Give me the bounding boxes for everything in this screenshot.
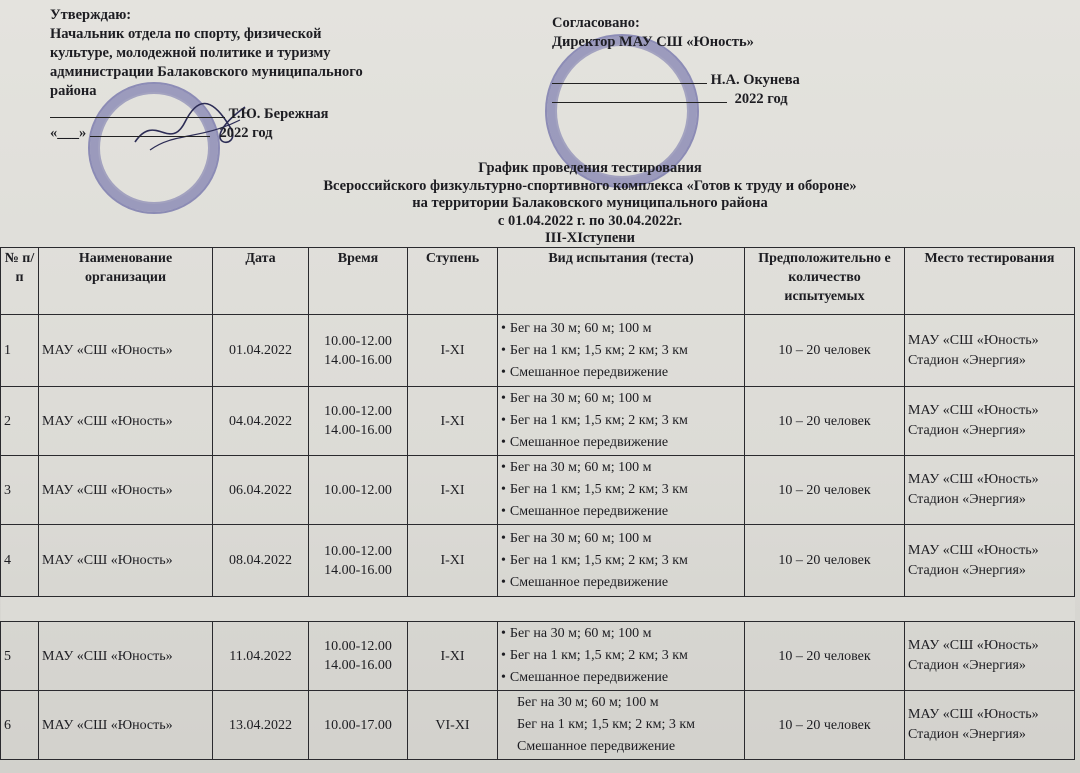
schedule-table: [0, 247, 1075, 760]
cell-count: 10 – 20 человек: [745, 525, 905, 597]
time-slot: 10.00-12.00: [324, 543, 392, 559]
header-num: № п/п: [1, 248, 39, 315]
cell-count: 10 – 20 человек: [745, 622, 905, 691]
test-item: • Смешанное передвижение: [501, 432, 741, 454]
place-line: Стадион «Энергия»: [908, 492, 1026, 507]
cell-org: МАУ «СШ «Юность»: [39, 691, 213, 760]
table-row: [1, 691, 1075, 760]
cell-date: 08.04.2022: [213, 525, 309, 597]
approval-line: культуре, молодежной политике и туризму: [50, 45, 331, 61]
test-item: • Бег на 1 км; 1,5 км; 2 км; 3 км: [501, 550, 741, 572]
cell-org: МАУ «СШ «Юность»: [39, 456, 213, 525]
agreement-heading: Согласовано:: [552, 15, 640, 31]
place-line: Стадион «Энергия»: [908, 562, 1026, 578]
cell-test: [498, 691, 745, 760]
signature-line: [552, 83, 707, 84]
cell-stage: VI-XI: [408, 691, 498, 760]
test-item: • Смешанное передвижение: [501, 501, 741, 523]
time-slot: 14.00-16.00: [324, 423, 392, 438]
cell-place: [905, 525, 1075, 597]
date-line: [90, 136, 210, 137]
test-item: • Бег на 30 м; 60 м; 100 м: [501, 623, 741, 645]
test-item: • Смешанное передвижение: [501, 572, 741, 594]
time-slot: 10.00-12.00: [324, 482, 392, 498]
time-slot: 14.00-16.00: [324, 562, 392, 578]
cell-test: [498, 622, 745, 691]
cell-test: [498, 456, 745, 525]
cell-stage: I-XI: [408, 456, 498, 525]
cell-time: [309, 622, 408, 691]
place-line: МАУ «СШ «Юность»: [908, 472, 1039, 487]
time-slot: 14.00-16.00: [324, 658, 392, 673]
table-row: [1, 387, 1075, 456]
cell-place: [905, 387, 1075, 456]
title-line: III-XIступени: [545, 230, 635, 246]
page-break-cell: [1, 597, 1075, 622]
place-line: МАУ «СШ «Юность»: [908, 403, 1039, 418]
cell-date: 06.04.2022: [213, 456, 309, 525]
cell-count: 10 – 20 человек: [745, 315, 905, 387]
agreement-signer: Н.А. Окунева: [710, 72, 800, 88]
approval-line: района: [50, 83, 97, 99]
agreement-year: 2022 год: [734, 91, 788, 107]
signature-line: [50, 117, 225, 118]
test-item: • Бег на 1 км; 1,5 км; 2 км; 3 км: [501, 479, 741, 501]
header-date: Дата: [213, 248, 309, 315]
document-title: [180, 160, 1000, 248]
cell-place: [905, 456, 1075, 525]
time-slot: 14.00-16.00: [324, 352, 392, 368]
cell-date: 13.04.2022: [213, 691, 309, 760]
header-test: Вид испытания (теста): [498, 248, 745, 315]
header-count: Предположительно е количество испытуемых: [745, 248, 905, 315]
place-line: МАУ «СШ «Юность»: [908, 638, 1039, 653]
cell-org: МАУ «СШ «Юность»: [39, 315, 213, 387]
test-item: • Бег на 30 м; 60 м; 100 м: [501, 457, 741, 479]
approval-line: Начальник отдела по спорту, физической: [50, 26, 322, 42]
cell-stage: I-XI: [408, 525, 498, 597]
test-item: Бег на 1 км; 1,5 км; 2 км; 3 км: [517, 717, 696, 732]
cell-org: МАУ «СШ «Юность»: [39, 525, 213, 597]
agreement-position: Директор МАУ СШ «Юность»: [552, 34, 754, 50]
approval-signer: Т.Ю. Бережная: [228, 106, 329, 122]
title-line: График проведения тестирования: [478, 160, 702, 176]
cell-stage: I-XI: [408, 315, 498, 387]
cell-time: [309, 315, 408, 387]
approval-heading: Утверждаю:: [50, 7, 132, 23]
cell-stage: I-XI: [408, 387, 498, 456]
header-place: Место тестирования: [905, 248, 1075, 315]
test-item: • Бег на 1 км; 1,5 км; 2 км; 3 км: [501, 645, 741, 667]
cell-place: [905, 315, 1075, 387]
test-item: • Смешанное передвижение: [501, 362, 741, 384]
cell-num: 6: [1, 691, 39, 760]
place-line: Стадион «Энергия»: [908, 658, 1026, 673]
cell-time: [309, 691, 408, 760]
approval-block: [50, 6, 430, 143]
table-row: [1, 525, 1075, 597]
cell-date: 01.04.2022: [213, 315, 309, 387]
time-slot: 10.00-17.00: [324, 717, 392, 733]
page-break-gap: [1, 597, 1075, 622]
test-item: • Бег на 1 км; 1,5 км; 2 км; 3 км: [501, 410, 741, 432]
test-item: • Бег на 1 км; 1,5 км; 2 км; 3 км: [501, 340, 741, 362]
cell-org: МАУ «СШ «Юность»: [39, 387, 213, 456]
test-item: • Бег на 30 м; 60 м; 100 м: [501, 388, 741, 410]
cell-num: 1: [1, 315, 39, 387]
header-stage: Ступень: [408, 248, 498, 315]
table-row: [1, 456, 1075, 525]
test-item: Бег на 30 м; 60 м; 100 м: [517, 695, 659, 710]
cell-num: 2: [1, 387, 39, 456]
cell-num: 5: [1, 622, 39, 691]
cell-stage: I-XI: [408, 622, 498, 691]
place-line: МАУ «СШ «Юность»: [908, 707, 1039, 722]
cell-count: 10 – 20 человек: [745, 456, 905, 525]
place-line: Стадион «Энергия»: [908, 352, 1026, 368]
table-row: [1, 315, 1075, 387]
time-slot: 10.00-12.00: [324, 333, 392, 349]
cell-test: [498, 387, 745, 456]
test-item: Смешанное передвижение: [517, 739, 676, 754]
cell-time: [309, 525, 408, 597]
cell-place: [905, 691, 1075, 760]
time-slot: 10.00-12.00: [324, 639, 392, 654]
cell-time: [309, 387, 408, 456]
cell-count: 10 – 20 человек: [745, 691, 905, 760]
table-row: [1, 622, 1075, 691]
header-time: Время: [309, 248, 408, 315]
place-line: Стадион «Энергия»: [908, 423, 1026, 438]
approval-line: администрации Балаковского муниципального: [50, 64, 363, 80]
approval-date-day: «___»: [50, 125, 87, 141]
title-line: с 01.04.2022 г. по 30.04.2022г.: [497, 212, 683, 229]
cell-num: 4: [1, 525, 39, 597]
cell-test: [498, 525, 745, 597]
date-line: [552, 102, 727, 103]
cell-place: [905, 622, 1075, 691]
agreement-block: [552, 14, 872, 109]
cell-count: 10 – 20 человек: [745, 387, 905, 456]
test-item: • Бег на 30 м; 60 м; 100 м: [501, 528, 741, 550]
time-slot: 10.00-12.00: [324, 404, 392, 419]
cell-date: 11.04.2022: [213, 622, 309, 691]
test-item: • Бег на 30 м; 60 м; 100 м: [501, 318, 741, 340]
cell-date: 04.04.2022: [213, 387, 309, 456]
title-line: Всероссийского физкультурно-спортивного комплекса «Готов к труду и обороне»: [323, 177, 857, 194]
cell-time: [309, 456, 408, 525]
approval-year: 2022 год: [219, 125, 273, 141]
title-line: на территории Балаковского муниципального района: [412, 195, 768, 211]
header-org: Наименование организации: [39, 248, 213, 315]
place-line: МАУ «СШ «Юность»: [908, 542, 1039, 558]
table-header-row: [1, 248, 1075, 315]
place-line: МАУ «СШ «Юность»: [908, 332, 1039, 348]
cell-num: 3: [1, 456, 39, 525]
cell-org: МАУ «СШ «Юность»: [39, 622, 213, 691]
place-line: Стадион «Энергия»: [908, 727, 1026, 742]
cell-test: [498, 315, 745, 387]
test-item: • Смешанное передвижение: [501, 667, 741, 689]
